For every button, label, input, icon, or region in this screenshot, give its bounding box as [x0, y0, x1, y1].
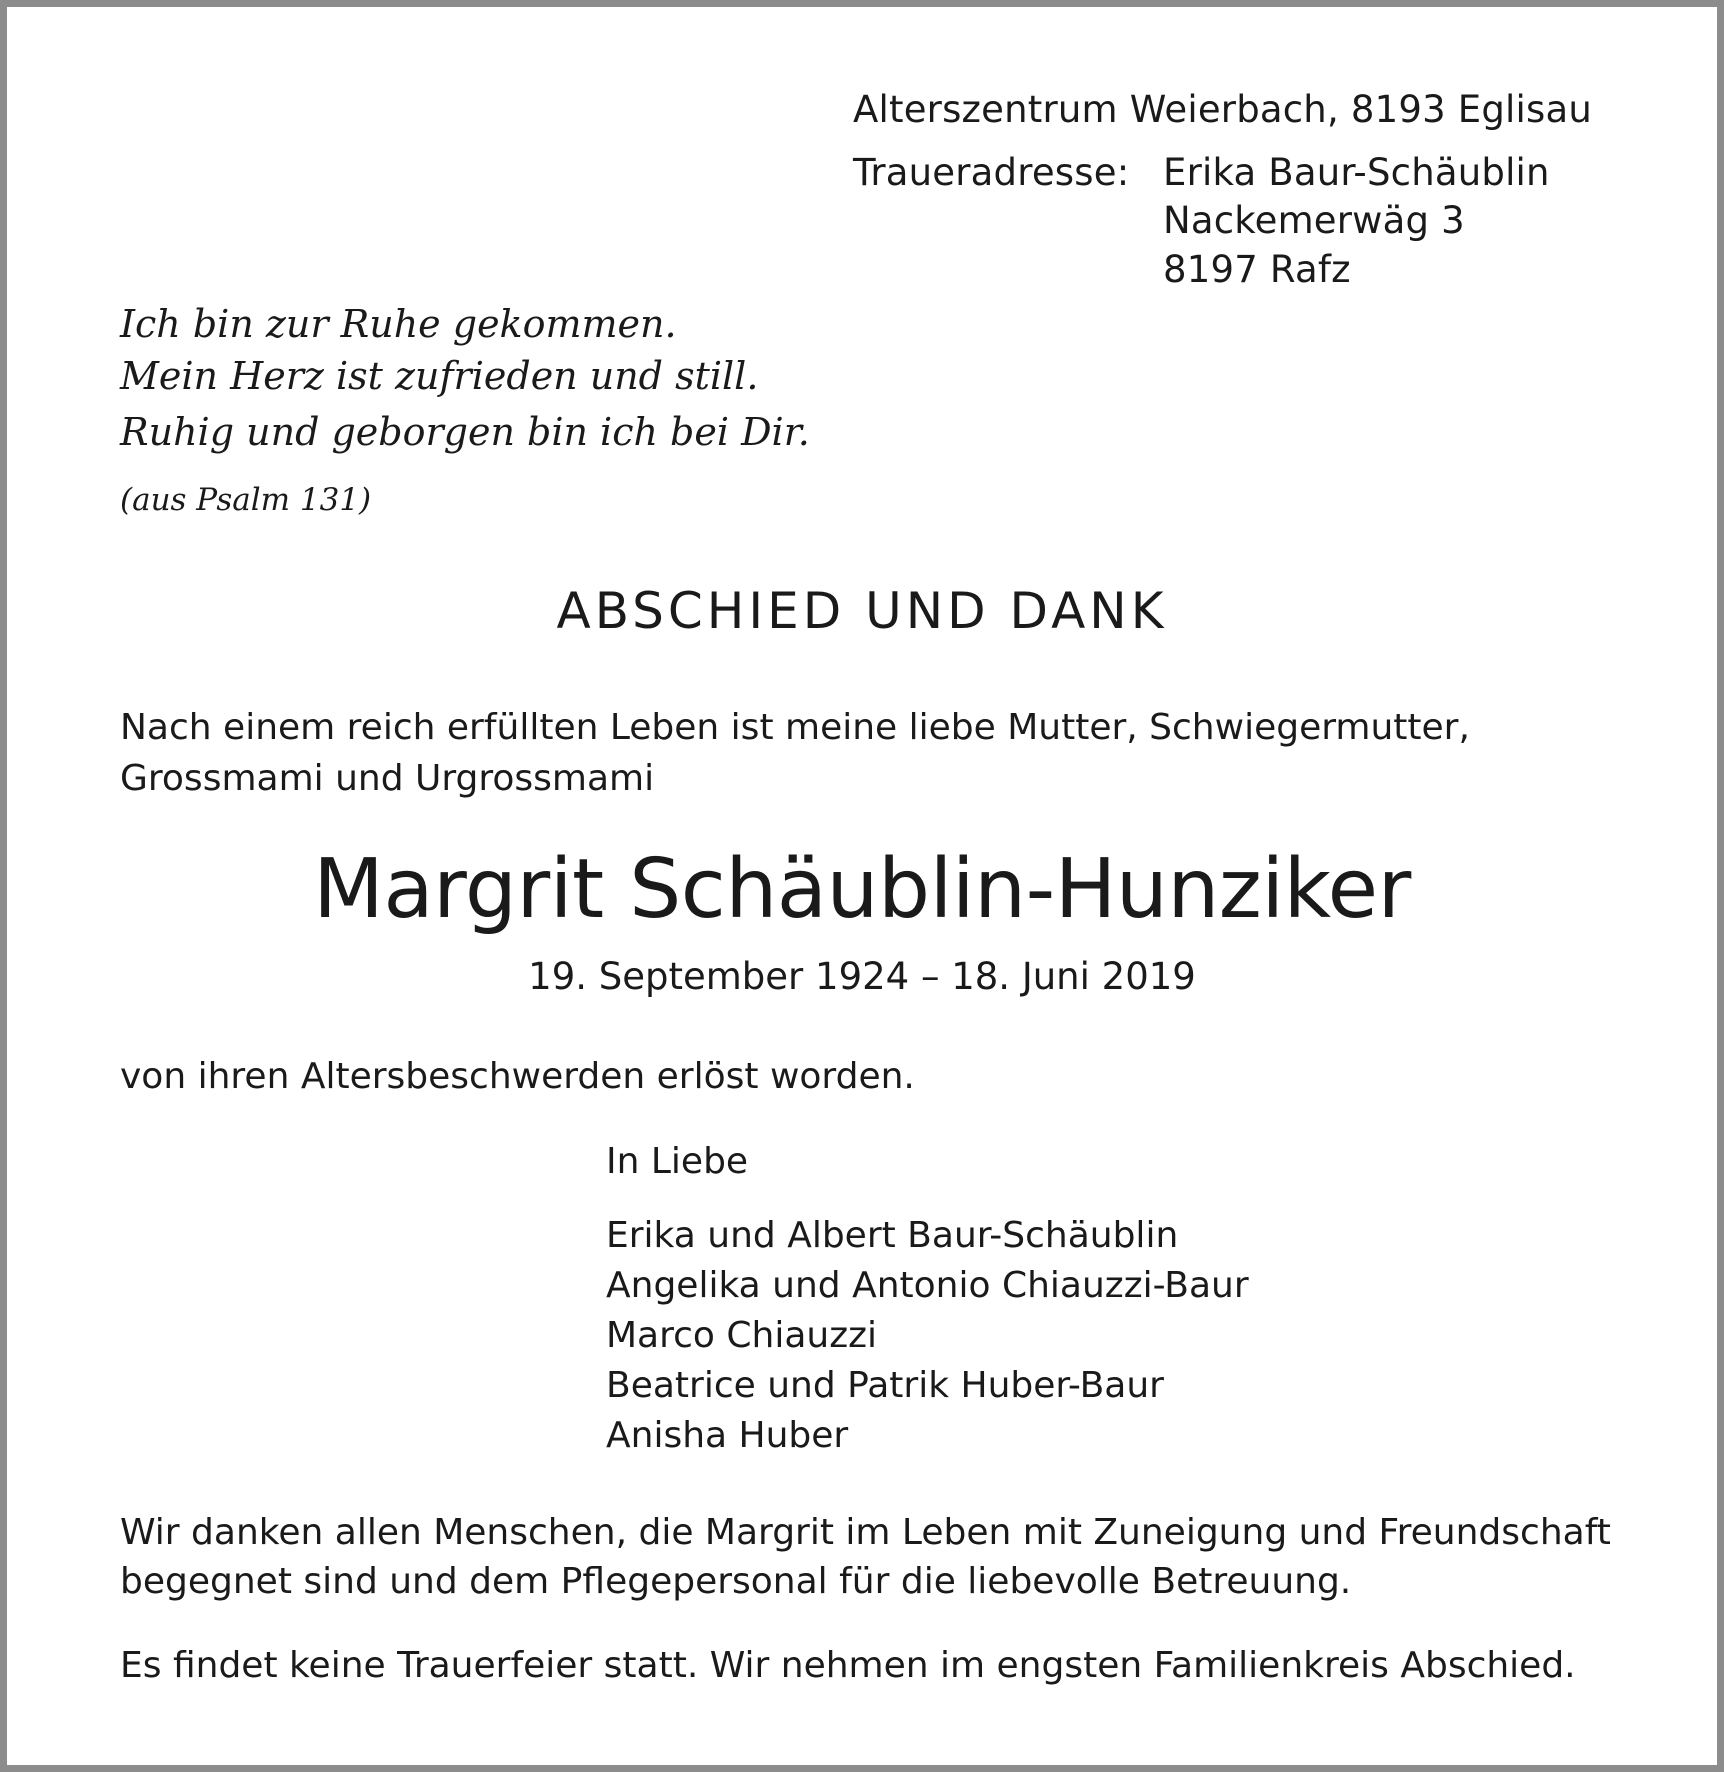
family-member: Beatrice und Patrik Huber-Baur [606, 1365, 1164, 1406]
verse-line: Ich bin zur Ruhe gekommen. [120, 302, 677, 346]
family-member: Erika und Albert Baur-Schäublin [606, 1215, 1179, 1256]
address-label: Traueradresse: [853, 151, 1130, 194]
release-text: von ihren Altersbeschwerden erlöst worden. [120, 1056, 915, 1097]
deceased-name: Margrit Schäublin-Hunziker [313, 842, 1411, 937]
verse-line: Mein Herz ist zufrieden und still. [120, 354, 759, 398]
notice-heading: ABSCHIED UND DANK [556, 582, 1168, 640]
thanks-line: begegnet sind und dem Pflegepersonal für die liebevolle Betreuung. [120, 1561, 1352, 1602]
family-member: Anisha Huber [606, 1415, 849, 1456]
location-line: Alterszentrum Weierbach, 8193 Eglisau [853, 88, 1593, 131]
intro-line: Grossmami und Urgrossmami [120, 758, 655, 799]
family-member: Angelika und Antonio Chiauzzi-Baur [606, 1265, 1249, 1306]
verse-source: (aus Psalm 131) [120, 482, 372, 518]
family-member: Marco Chiauzzi [606, 1315, 878, 1356]
address-city: 8197 Rafz [1163, 248, 1351, 291]
life-dates: 19. September 1924 – 18. Juni 2019 [528, 955, 1196, 998]
intro-line: Nach einem reich erfüllten Leben ist meine liebe Mutter, Schwiegermutter, [120, 707, 1470, 748]
address-street: Nackemerwäg 3 [1163, 199, 1465, 242]
signoff: In Liebe [606, 1141, 749, 1182]
closing-text: Es findet keine Trauerfeier statt. Wir nehmen im engsten Familienkreis Abschied. [120, 1645, 1576, 1686]
thanks-line: Wir danken allen Menschen, die Margrit im Leben mit Zuneigung und Freundschaft [120, 1512, 1611, 1553]
address-name: Erika Baur-Schäublin [1163, 151, 1550, 194]
verse-line: Ruhig und geborgen bin ich bei Dir. [120, 410, 810, 454]
